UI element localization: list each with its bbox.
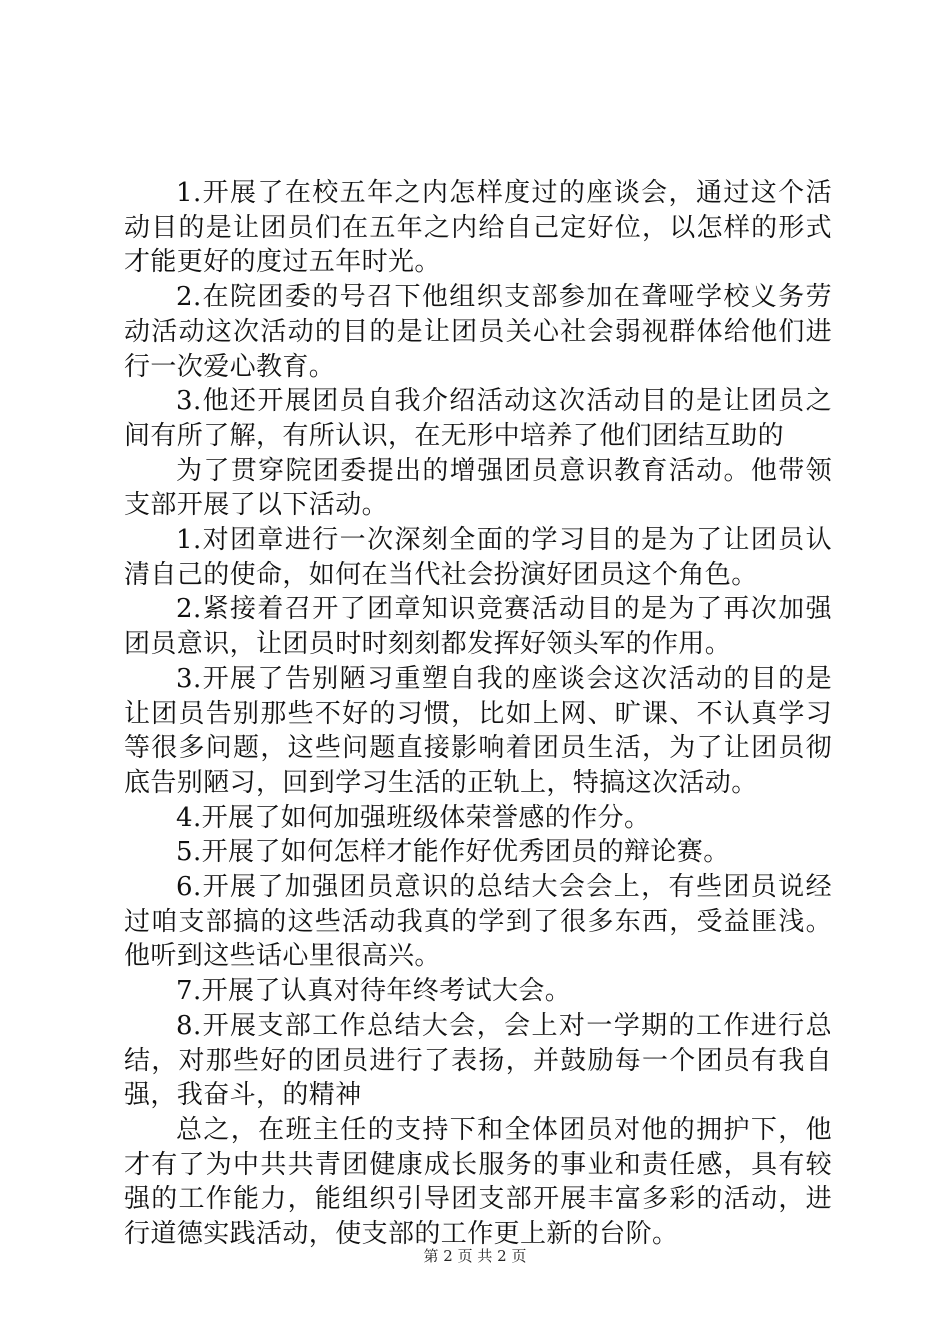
page-footer: 第 2 页 共 2 页 — [423, 1247, 527, 1265]
paragraph-4: 为了贯穿院团委提出的增强团员意识教育活动。他带领支部开展了以下活动。 — [124, 455, 832, 521]
paragraph-13: 总之，在班主任的支持下和全体团员对他的拥护下，他才有了为中共共青团健康成长服务的事业和责任感，具有较强的工作能力，能组织引导团支部开展丰富多彩的活动，进行道德实践活动，使支部的工作更上新的台阶。 — [124, 1114, 832, 1250]
paragraph-9: 5.开展了如何怎样才能作好优秀团员的辩论赛。 — [176, 837, 730, 868]
paragraph-2: 2.在院团委的号召下他组织支部参加在聋哑学校义务劳动活动这次活动的目的是让团员关心社会弱视群体给他们进行一次爱心教育。 — [124, 282, 832, 382]
paragraph-10: 6.开展了加强团员意识的总结大会会上，有些团员说经过咱支部搞的这些活动我真的学到了很多东西，受益匪浅。他听到这些话心里很高兴。 — [124, 872, 832, 972]
paragraph-6: 2.紧接着召开了团章知识竞赛活动目的是为了再次加强团员意识，让团员时时刻刻都发挥好领头军的作用。 — [124, 594, 832, 660]
paragraph-11: 7.开展了认真对待年终考试大会。 — [176, 976, 572, 1007]
paragraph-7: 3.开展了告别陋习重塑自我的座谈会这次活动的目的是让团员告别那些不好的习惯，比如上网、旷课、不认真学习等很多问题，这些问题直接影响着团员生活，为了让团员彻底告别陋习，回到学习生活的正轨上，特搞这次活动。 — [124, 663, 832, 798]
paragraph-3: 3.他还开展团员自我介绍活动这次活动目的是让团员之间有所了解，有所认识，在无形中培养了他们团结互助的 — [124, 386, 832, 451]
paragraph-5: 1.对团章进行一次深刻全面的学习目的是为了让团员认清自己的使命，如何在当代社会扮演好团员这个角色。 — [124, 525, 832, 590]
paragraph-1: 1.开展了在校五年之内怎样度过的座谈会，通过这个活动目的是让团员们在五年之内给自己定好位，以怎样的形式才能更好的度过五年时光。 — [124, 178, 832, 278]
document-body — [124, 176, 832, 1252]
paragraph-12: 8.开展支部工作总结大会，会上对一学期的工作进行总结，对那些好的团员进行了表扬，并鼓励每一个团员有我自强，我奋斗，的精神 — [124, 1010, 832, 1111]
paragraph-8: 4.开展了如何加强班级体荣誉感的作分。 — [176, 802, 651, 833]
